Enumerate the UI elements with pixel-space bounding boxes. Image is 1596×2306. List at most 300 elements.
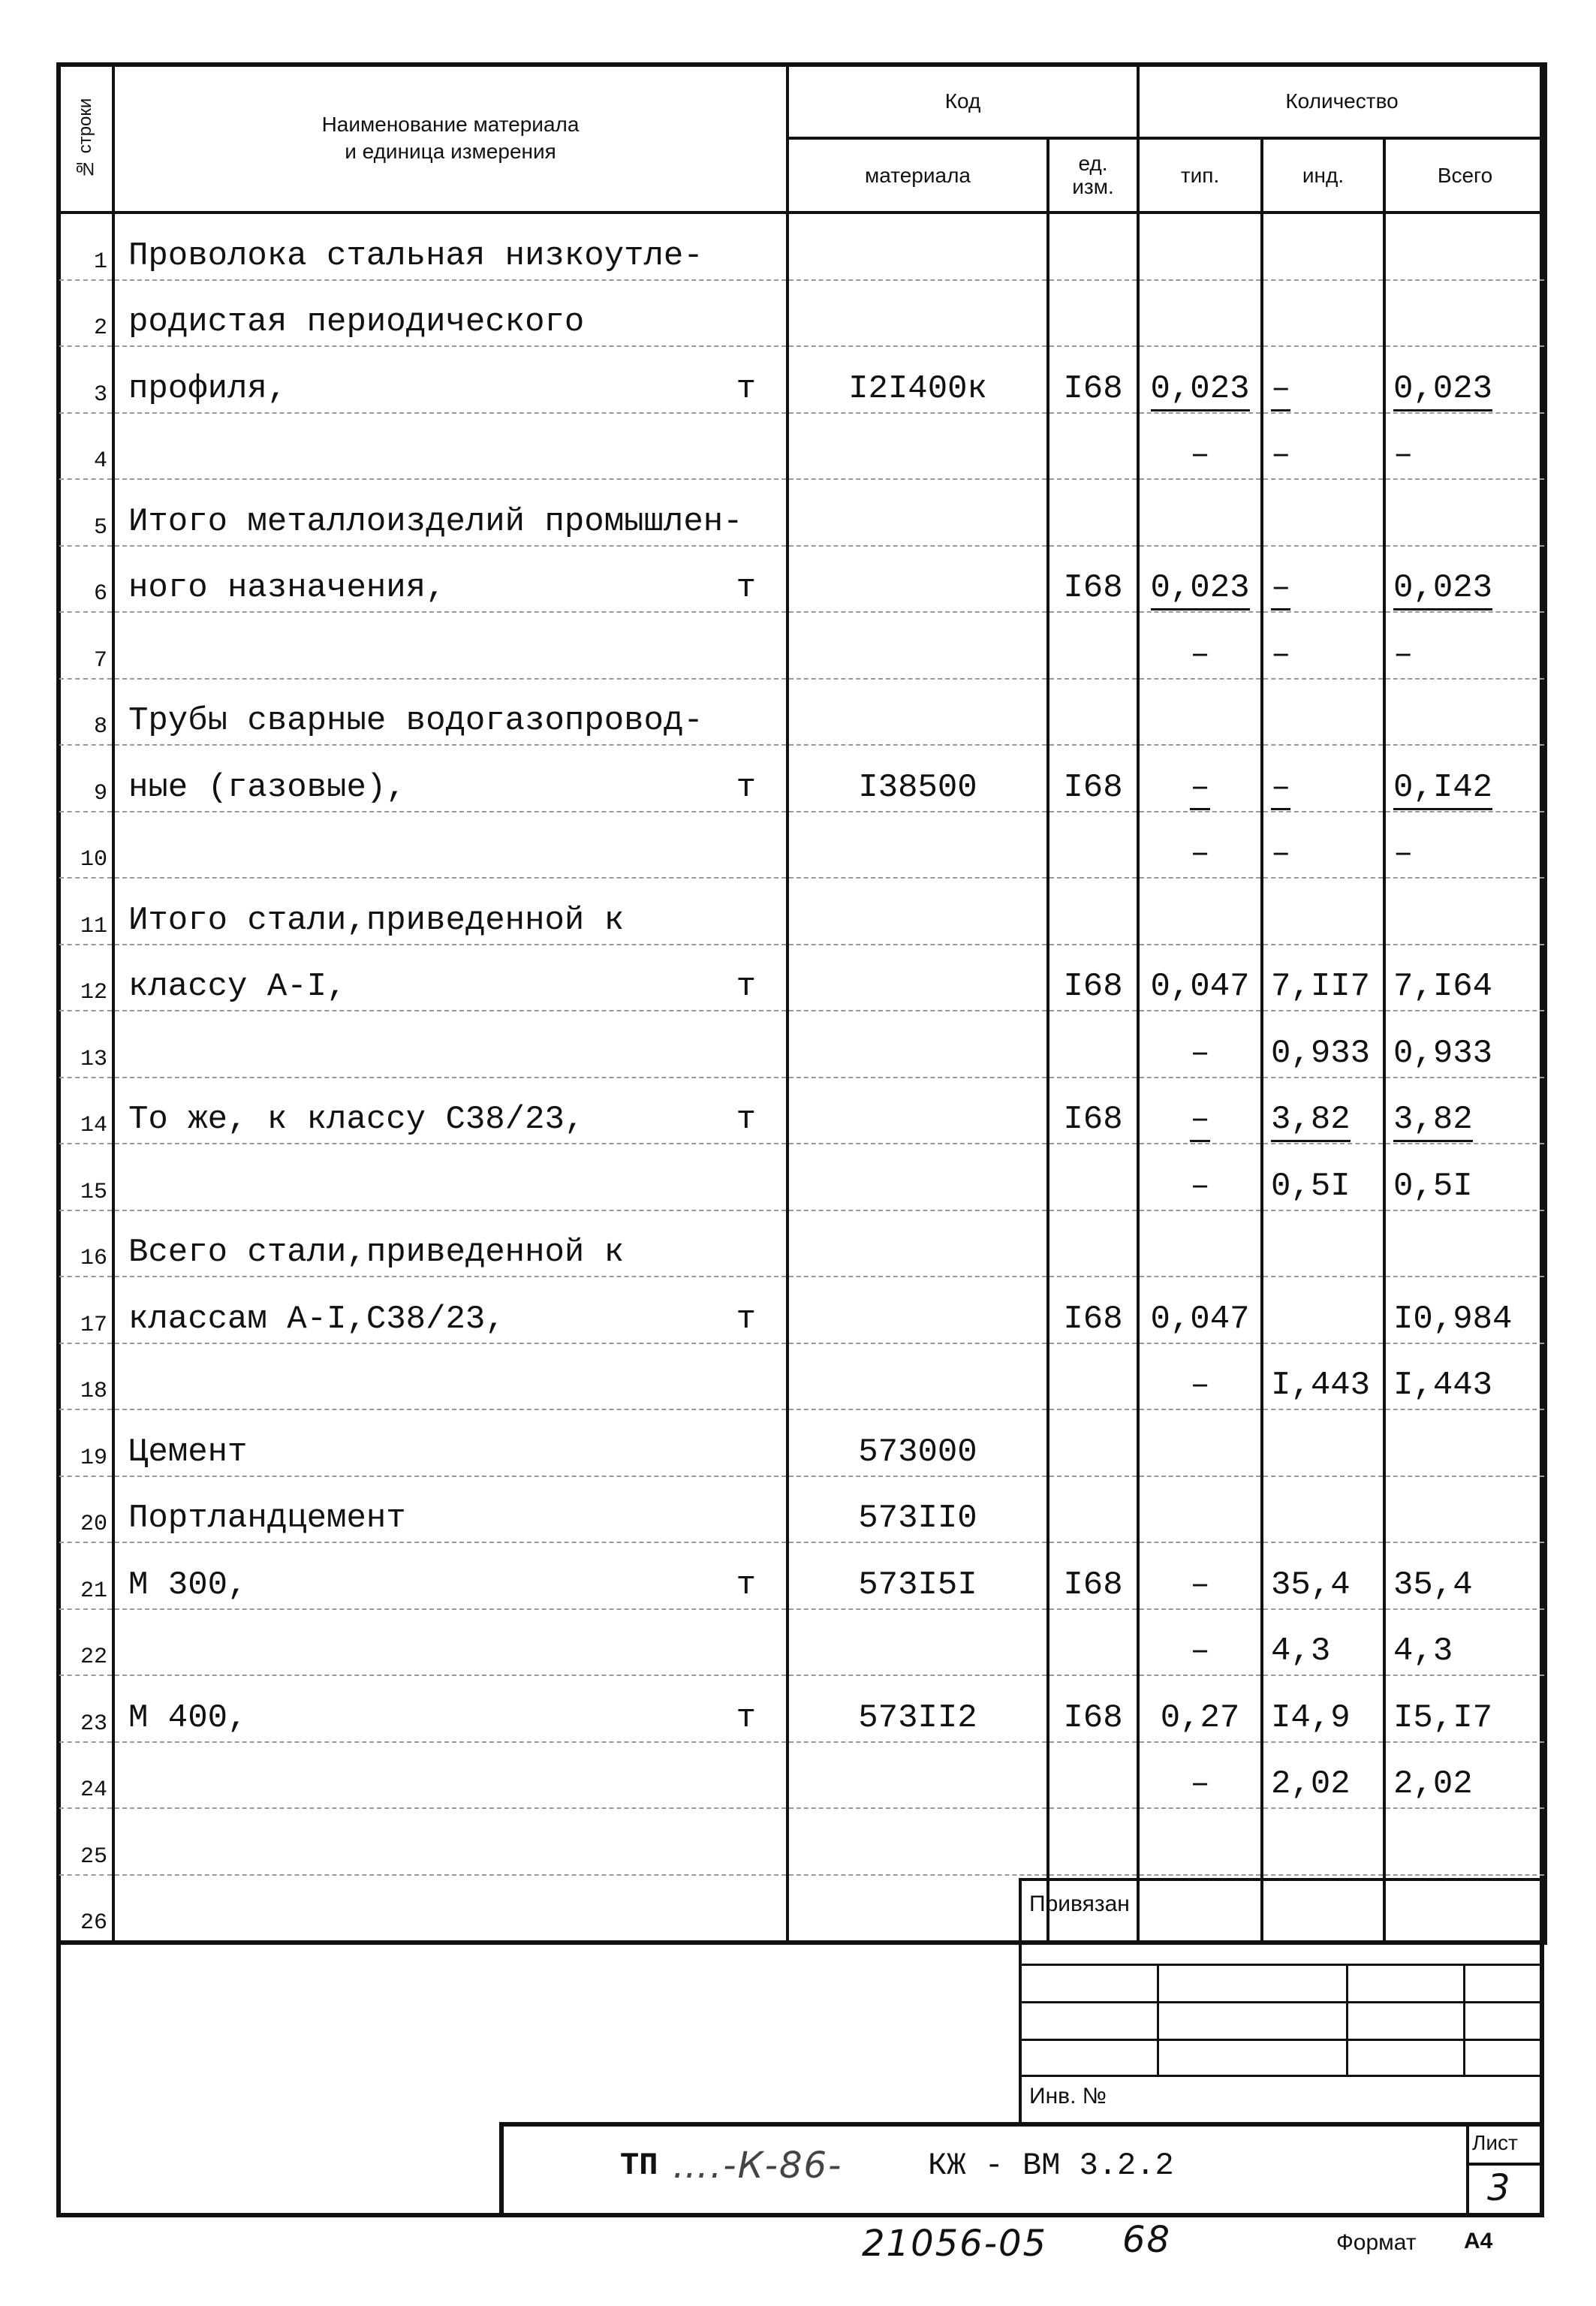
unit-code xyxy=(1048,1742,1138,1809)
format-value: А4 xyxy=(1464,2229,1493,2253)
material-name-text: Итого металлоизделий промышлен- xyxy=(128,502,743,541)
qty-typ xyxy=(1138,878,1262,945)
qty-total xyxy=(1384,1343,1546,1410)
qty-ind-text: – xyxy=(1271,370,1290,411)
qty-total xyxy=(1384,1675,1546,1742)
inv-no-label: Инв. № xyxy=(1029,2084,1107,2109)
qty-total xyxy=(1384,1542,1546,1609)
row-number xyxy=(58,1210,113,1277)
qty-ind xyxy=(1262,1078,1384,1144)
material-name xyxy=(113,1609,787,1676)
material-name xyxy=(113,1078,787,1144)
material-name xyxy=(113,346,787,413)
unit-code xyxy=(1048,1210,1138,1277)
table-row xyxy=(58,1409,1546,1476)
qty-total xyxy=(1384,612,1546,679)
qty-ind xyxy=(1262,546,1384,613)
material-name xyxy=(113,546,787,613)
qty-ind-text: – xyxy=(1271,436,1291,474)
qty-typ-text: – xyxy=(1190,1034,1210,1072)
material-code-text: I2I400к xyxy=(848,369,987,408)
material-code xyxy=(787,1542,1048,1609)
qty-ind-text: I4,9 xyxy=(1271,1699,1351,1737)
qty-typ-text: – xyxy=(1190,1765,1210,1803)
table-row xyxy=(58,812,1546,879)
qty-typ-text: – xyxy=(1190,1101,1209,1142)
qty-total xyxy=(1384,280,1546,347)
materials-table xyxy=(56,62,1547,1945)
material-name xyxy=(113,479,787,546)
designation-code: КЖ - ВМ 3.2.2 xyxy=(928,2148,1174,2184)
row-number-text: 17 xyxy=(80,1312,107,1338)
table-row xyxy=(58,1808,1546,1875)
table-row xyxy=(58,1210,1546,1277)
qty-typ xyxy=(1138,745,1262,812)
material-name-text: Всего стали,приведенной к xyxy=(128,1234,625,1271)
row-number-header: № строки xyxy=(58,64,113,213)
format-label: Формат xyxy=(1336,2230,1417,2255)
unit-code xyxy=(1048,745,1138,812)
unit-code xyxy=(1048,1144,1138,1210)
material-name-text: Трубы сварные водогазопровод- xyxy=(128,702,703,740)
qty-total xyxy=(1384,679,1546,746)
qty-ind-text: – xyxy=(1271,835,1291,873)
qty-ind xyxy=(1262,878,1384,945)
material-name xyxy=(113,413,787,480)
row-number xyxy=(58,745,113,812)
material-name xyxy=(113,612,787,679)
material-code-text: 573II0 xyxy=(858,1500,977,1537)
table-row xyxy=(58,612,1546,679)
row-number xyxy=(58,1542,113,1609)
unit: т xyxy=(736,569,756,607)
material-code xyxy=(787,878,1048,945)
qty-typ-text: – xyxy=(1190,1566,1210,1604)
unit-code xyxy=(1048,1808,1138,1875)
table-row xyxy=(58,1144,1546,1210)
qty-ind-text: – xyxy=(1271,569,1290,610)
table-row xyxy=(58,1078,1546,1144)
unit-code xyxy=(1048,1476,1138,1543)
qty-total-text: 0,023 xyxy=(1393,569,1492,610)
qty-ind-text: 0,5I xyxy=(1271,1167,1351,1205)
table-row xyxy=(58,346,1546,413)
unit-code xyxy=(1048,1078,1138,1144)
material-name-text: М 300, xyxy=(128,1566,248,1604)
qty-ind xyxy=(1262,1277,1384,1343)
qty-total-text: – xyxy=(1393,635,1414,674)
qty-total xyxy=(1384,1277,1546,1343)
material-name-text: Проволока стальная низкоутле- xyxy=(128,237,703,275)
material-code xyxy=(787,346,1048,413)
qty-total xyxy=(1384,812,1546,879)
row-number xyxy=(58,280,113,347)
qty-typ xyxy=(1138,1078,1262,1144)
material-name xyxy=(113,1542,787,1609)
qty-total-text: I,443 xyxy=(1393,1367,1493,1404)
qty-ind xyxy=(1262,1011,1384,1078)
material-name xyxy=(113,1210,787,1277)
qty-typ xyxy=(1138,346,1262,413)
unit-code-text: I68 xyxy=(1063,1300,1123,1338)
unit-code-text: I68 xyxy=(1063,968,1123,1005)
qty-ind xyxy=(1262,413,1384,480)
qty-typ-text: 0,27 xyxy=(1160,1699,1240,1737)
material-name xyxy=(113,1476,787,1543)
row-number-text: 8 xyxy=(93,714,107,740)
row-number xyxy=(58,612,113,679)
row-number xyxy=(58,1742,113,1809)
material-code xyxy=(787,479,1048,546)
unit-code-text: I68 xyxy=(1063,369,1123,408)
material-name-text: ные (газовые), xyxy=(128,768,406,806)
material-name-text: Цемент xyxy=(128,1433,248,1471)
unit: т xyxy=(736,768,756,806)
qty-typ xyxy=(1138,1210,1262,1277)
row-number-text: 2 xyxy=(93,315,107,341)
material-name-text: ного назначения, xyxy=(128,569,446,607)
unit-code xyxy=(1048,213,1138,280)
table-row xyxy=(58,546,1546,613)
material-name-text: М 400, xyxy=(128,1699,248,1737)
qty-typ xyxy=(1138,546,1262,613)
qty-typ-text: – xyxy=(1190,1167,1210,1205)
row-number xyxy=(58,1011,113,1078)
material-code xyxy=(787,1343,1048,1410)
material-code xyxy=(787,1675,1048,1742)
qty-typ xyxy=(1138,1343,1262,1410)
qty-typ xyxy=(1138,1542,1262,1609)
qty-ind-text: 7,II7 xyxy=(1271,968,1371,1005)
qty-total xyxy=(1384,878,1546,945)
table-row xyxy=(58,1542,1546,1609)
qty-ind xyxy=(1262,1144,1384,1210)
qty-ind-text: – xyxy=(1271,635,1291,674)
unit: т xyxy=(736,1699,756,1737)
qty-ind xyxy=(1262,1343,1384,1410)
row-number-text: 9 xyxy=(93,780,107,806)
qty-total xyxy=(1384,1011,1546,1078)
qty-ind xyxy=(1262,479,1384,546)
qty-typ xyxy=(1138,280,1262,347)
material-code-text: 573II2 xyxy=(858,1699,977,1737)
qty-ind xyxy=(1262,1742,1384,1809)
table-row xyxy=(58,1609,1546,1676)
row-number-text: 11 xyxy=(80,913,107,939)
qty-typ xyxy=(1138,1609,1262,1676)
qty-typ-text: 0,023 xyxy=(1151,569,1250,610)
qty-total xyxy=(1384,945,1546,1011)
material-name-text: классам А-I,С38/23, xyxy=(128,1300,505,1338)
row-number xyxy=(58,1409,113,1476)
table-row xyxy=(58,745,1546,812)
archive-code: 21056-05 xyxy=(862,2223,1048,2265)
qty-ind xyxy=(1262,1409,1384,1476)
qty-total-text: – xyxy=(1393,436,1414,474)
unit-code-text: I68 xyxy=(1063,1101,1123,1138)
row-number-text: 6 xyxy=(93,581,107,607)
row-number-text: 25 xyxy=(80,1843,107,1870)
unit: т xyxy=(736,1566,756,1604)
qty-typ xyxy=(1138,1277,1262,1343)
material-name xyxy=(113,213,787,280)
material-code xyxy=(787,1609,1048,1676)
row-number-text: 22 xyxy=(80,1644,107,1670)
code-header: Код xyxy=(787,64,1138,138)
row-number-text: 18 xyxy=(80,1379,107,1404)
table-row xyxy=(58,280,1546,347)
material-name-header: Наименование материала и единица измерения xyxy=(113,64,787,213)
qty-total-text: 3,82 xyxy=(1393,1101,1473,1142)
table-row xyxy=(58,878,1546,945)
qty-total xyxy=(1384,1476,1546,1543)
qty-total xyxy=(1384,1144,1546,1210)
row-number-text: 19 xyxy=(80,1445,107,1471)
qty-total xyxy=(1384,1409,1546,1476)
material-name xyxy=(113,1144,787,1210)
unit-code xyxy=(1048,346,1138,413)
table-row xyxy=(58,1742,1546,1809)
qty-total-text: 0,I42 xyxy=(1393,769,1492,810)
material-code xyxy=(787,1210,1048,1277)
row-number-text: 12 xyxy=(80,980,107,1005)
row-number-text: 7 xyxy=(93,647,107,674)
qty-total xyxy=(1384,1609,1546,1676)
unit-code xyxy=(1048,479,1138,546)
qty-total xyxy=(1384,346,1546,413)
qty-total-header: Всего xyxy=(1384,138,1546,213)
unit: т xyxy=(736,369,756,408)
qty-total-text: 7,I64 xyxy=(1393,968,1493,1005)
qty-ind xyxy=(1262,1542,1384,1609)
material-code xyxy=(787,812,1048,879)
qty-typ-text: – xyxy=(1190,769,1209,810)
material-name xyxy=(113,1011,787,1078)
material-code xyxy=(787,1409,1048,1476)
row-number-text: 23 xyxy=(80,1711,107,1737)
qty-typ xyxy=(1138,679,1262,746)
row-number xyxy=(58,1808,113,1875)
material-name xyxy=(113,1808,787,1875)
unit: т xyxy=(736,968,756,1005)
qty-total-text: I0,984 xyxy=(1393,1300,1513,1338)
designation-prefix: ТП xyxy=(620,2148,658,2184)
material-name xyxy=(113,1277,787,1343)
material-name-text: родистая периодического xyxy=(128,303,585,341)
material-code xyxy=(787,1742,1048,1809)
qty-typ xyxy=(1138,1409,1262,1476)
qty-total-text: 35,4 xyxy=(1393,1566,1473,1604)
qty-typ xyxy=(1138,1476,1262,1543)
qty-ind xyxy=(1262,213,1384,280)
qty-total xyxy=(1384,745,1546,812)
table-row xyxy=(58,413,1546,480)
qty-ind-text: 2,02 xyxy=(1271,1765,1351,1803)
material-code xyxy=(787,1078,1048,1144)
qty-ind xyxy=(1262,679,1384,746)
unit-code-text: I68 xyxy=(1063,569,1123,607)
material-name-text: Портландцемент xyxy=(128,1500,406,1537)
row-number-text: 15 xyxy=(80,1179,107,1205)
row-number xyxy=(58,1144,113,1210)
material-name-text: профиля, xyxy=(128,369,288,408)
material-code-text: I38500 xyxy=(858,768,977,806)
material-code xyxy=(787,745,1048,812)
unit-code xyxy=(1048,612,1138,679)
material-name xyxy=(113,1343,787,1410)
unit-code xyxy=(1048,1609,1138,1676)
qty-typ xyxy=(1138,1808,1262,1875)
row-number xyxy=(58,1078,113,1144)
material-name xyxy=(113,280,787,347)
row-number xyxy=(58,1476,113,1543)
unit-code-text: I68 xyxy=(1063,1566,1123,1604)
table-row xyxy=(58,679,1546,746)
unit-code xyxy=(1048,1011,1138,1078)
qty-ind-header: инд. xyxy=(1262,138,1384,213)
row-number-text: 1 xyxy=(93,249,107,275)
qty-total-text: 0,933 xyxy=(1393,1034,1493,1072)
unit-code xyxy=(1048,945,1138,1011)
qty-typ xyxy=(1138,1742,1262,1809)
qty-total xyxy=(1384,1742,1546,1809)
unit-code xyxy=(1048,413,1138,480)
qty-ind-text: 3,82 xyxy=(1271,1101,1351,1142)
row-number-text: 13 xyxy=(80,1046,107,1072)
unit-code xyxy=(1048,679,1138,746)
qty-typ-text: – xyxy=(1190,1632,1210,1670)
archive-number: 68 xyxy=(1122,2219,1172,2261)
designation-handwritten: ….-К-86- xyxy=(673,2145,843,2187)
row-number xyxy=(58,346,113,413)
row-number xyxy=(58,1609,113,1676)
qty-ind xyxy=(1262,1609,1384,1676)
row-number xyxy=(58,1277,113,1343)
row-number xyxy=(58,413,113,480)
material-code xyxy=(787,1808,1048,1875)
qty-ind xyxy=(1262,612,1384,679)
material-name-text: Итого стали,приведенной к xyxy=(128,901,625,939)
material-name xyxy=(113,812,787,879)
unit-code xyxy=(1048,1675,1138,1742)
quantity-header: Количество xyxy=(1138,64,1546,138)
unit-code xyxy=(1048,812,1138,879)
qty-ind xyxy=(1262,280,1384,347)
qty-ind xyxy=(1262,1808,1384,1875)
qty-total xyxy=(1384,213,1546,280)
qty-ind xyxy=(1262,1476,1384,1543)
qty-typ-text: 0,047 xyxy=(1150,1300,1250,1338)
qty-total xyxy=(1384,546,1546,613)
material-code xyxy=(787,945,1048,1011)
qty-typ xyxy=(1138,1144,1262,1210)
material-name-text: То же, к классу С38/23, xyxy=(128,1101,585,1138)
material-name-text: классу А-I, xyxy=(128,968,347,1005)
unit-code xyxy=(1048,878,1138,945)
qty-ind xyxy=(1262,346,1384,413)
row-number xyxy=(58,546,113,613)
row-number-text: 3 xyxy=(93,381,107,408)
qty-ind xyxy=(1262,1210,1384,1277)
material-code-text: 573000 xyxy=(858,1433,977,1471)
qty-ind xyxy=(1262,1675,1384,1742)
qty-total xyxy=(1384,479,1546,546)
qty-typ xyxy=(1138,1011,1262,1078)
qty-total-text: 4,3 xyxy=(1393,1632,1453,1670)
unit-code xyxy=(1048,1277,1138,1343)
qty-ind xyxy=(1262,945,1384,1011)
qty-total-text: 0,023 xyxy=(1393,370,1492,411)
material-code xyxy=(787,612,1048,679)
unit-code xyxy=(1048,1343,1138,1410)
material-code xyxy=(787,1144,1048,1210)
material-name xyxy=(113,878,787,945)
material-name xyxy=(113,1675,787,1742)
title-block xyxy=(499,2122,1544,2217)
row-number xyxy=(58,1343,113,1410)
row-number xyxy=(58,213,113,280)
row-number xyxy=(58,479,113,546)
row-number xyxy=(58,679,113,746)
row-number-text: 21 xyxy=(80,1578,107,1604)
row-number xyxy=(58,1675,113,1742)
material-name xyxy=(113,1742,787,1809)
qty-total-text: 2,02 xyxy=(1393,1765,1473,1803)
qty-ind-text: 35,4 xyxy=(1271,1566,1351,1604)
row-number-text: 20 xyxy=(80,1512,107,1537)
qty-ind xyxy=(1262,812,1384,879)
qty-typ-text: – xyxy=(1190,1367,1210,1404)
code-material-header: материала xyxy=(787,138,1048,213)
material-name xyxy=(113,1875,787,1943)
qty-typ xyxy=(1138,612,1262,679)
qty-total-text: I5,I7 xyxy=(1393,1699,1493,1737)
qty-typ xyxy=(1138,479,1262,546)
material-name xyxy=(113,679,787,746)
table-row xyxy=(58,1343,1546,1410)
qty-typ xyxy=(1138,945,1262,1011)
qty-typ xyxy=(1138,413,1262,480)
material-name xyxy=(113,945,787,1011)
qty-total xyxy=(1384,1210,1546,1277)
row-number xyxy=(58,878,113,945)
material-name xyxy=(113,745,787,812)
qty-typ xyxy=(1138,213,1262,280)
unit-code xyxy=(1048,546,1138,613)
row-number-text: 4 xyxy=(93,448,107,474)
qty-total-text: – xyxy=(1393,835,1414,873)
bound-stamp xyxy=(1019,1878,1544,2126)
material-code xyxy=(787,413,1048,480)
row-number-text: 5 xyxy=(93,514,107,541)
qty-typ-text: – xyxy=(1190,635,1210,674)
qty-ind-text: 4,3 xyxy=(1271,1632,1331,1670)
material-name xyxy=(113,1409,787,1476)
unit-code-text: I68 xyxy=(1063,768,1123,806)
qty-typ-header: тип. xyxy=(1138,138,1262,213)
bound-label: Привязан xyxy=(1029,1892,1130,1916)
code-unit-header: ед. изм. xyxy=(1048,138,1138,213)
qty-typ-text: – xyxy=(1190,835,1210,873)
material-code xyxy=(787,213,1048,280)
material-code xyxy=(787,546,1048,613)
material-code xyxy=(787,1011,1048,1078)
table-row xyxy=(58,945,1546,1011)
material-code xyxy=(787,1277,1048,1343)
table-row xyxy=(58,1476,1546,1543)
row-number-text: 14 xyxy=(80,1113,107,1138)
row-number xyxy=(58,1875,113,1943)
